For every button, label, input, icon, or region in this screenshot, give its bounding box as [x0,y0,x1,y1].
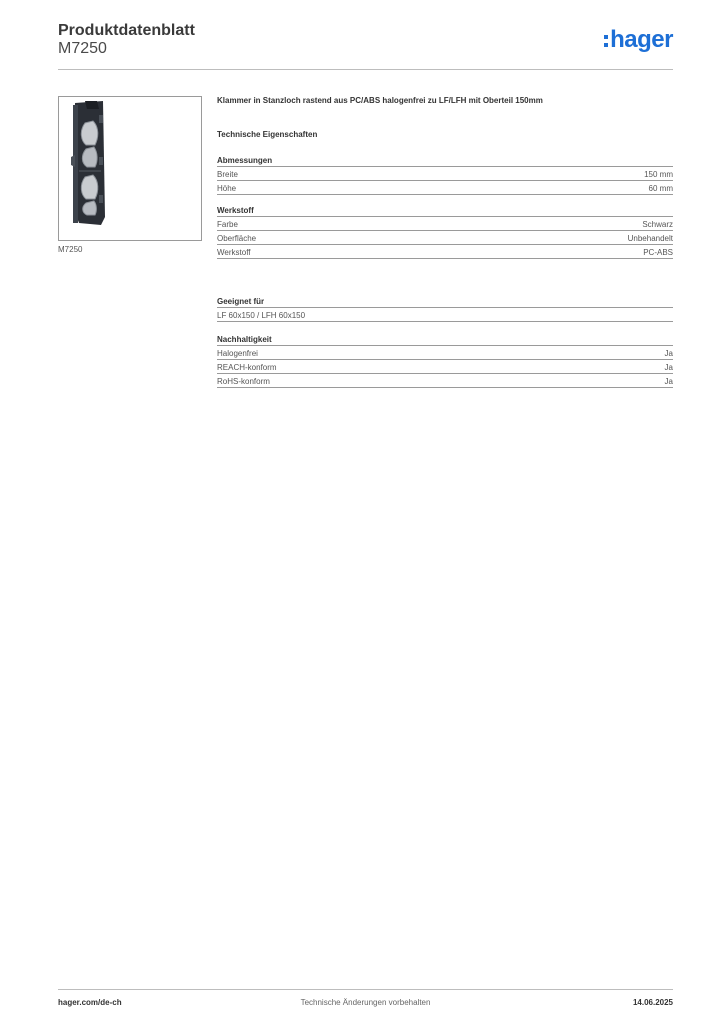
page-footer [58,989,673,1009]
property-label: Farbe [217,220,238,229]
hager-logo [604,28,673,52]
property-value: Ja [664,377,673,386]
product-image [58,96,202,241]
property-row [217,231,673,245]
product-details [217,96,673,388]
clamp-product-illustration [59,97,202,241]
property-value: 60 mm [648,184,673,193]
property-row [217,217,673,231]
product-description: Klammer in Stanzloch rastend aus PC/ABS halogenfrei zu LF/LFH mit Oberteil 150mm [217,96,543,105]
property-row [217,360,673,374]
property-label: LF 60x150 / LFH 60x150 [217,311,306,320]
property-label: REACH-konform [217,363,277,372]
image-caption: M7250 [58,245,83,254]
property-label: Werkstoff [217,248,251,257]
section-abmessungen [217,156,673,195]
footer-website-link[interactable]: hager.com/de-ch [58,998,122,1007]
property-row [217,308,673,322]
property-value: Ja [664,349,673,358]
property-label: Höhe [217,184,237,193]
document-title: Produktdatenblatt [58,22,195,39]
property-value: Schwarz [642,220,673,229]
section-title: Werkstoff [217,206,673,217]
property-label: Halogenfrei [217,349,258,358]
property-label: Breite [217,170,238,179]
property-value: PC-ABS [643,248,673,257]
property-row [217,374,673,388]
section-title: Nachhaltigkeit [217,335,673,346]
property-value: Unbehandelt [627,234,673,243]
section-werkstoff [217,206,673,259]
footer-date: 14.06.2025 [632,998,673,1007]
technical-properties-heading: Technische Eigenschaften [217,130,318,139]
property-row [217,346,673,360]
property-value: 150 mm [644,170,673,179]
property-label: Oberfläche [217,234,257,243]
footer-notice: Technische Änderungen vorbehalten [300,998,431,1007]
section-geeignet-fuer [217,297,673,322]
logo-colon-icon [604,35,608,47]
product-number: M7250 [58,40,107,57]
section-title: Geeignet für [217,297,673,308]
property-row [217,245,673,259]
page-header [58,22,673,70]
logo-text: hager [610,26,673,53]
section-nachhaltigkeit [217,335,673,388]
property-label: RoHS-konform [217,377,270,386]
property-value: Ja [664,363,673,372]
section-title: Abmessungen [217,156,673,167]
property-row [217,167,673,181]
property-row [217,181,673,195]
